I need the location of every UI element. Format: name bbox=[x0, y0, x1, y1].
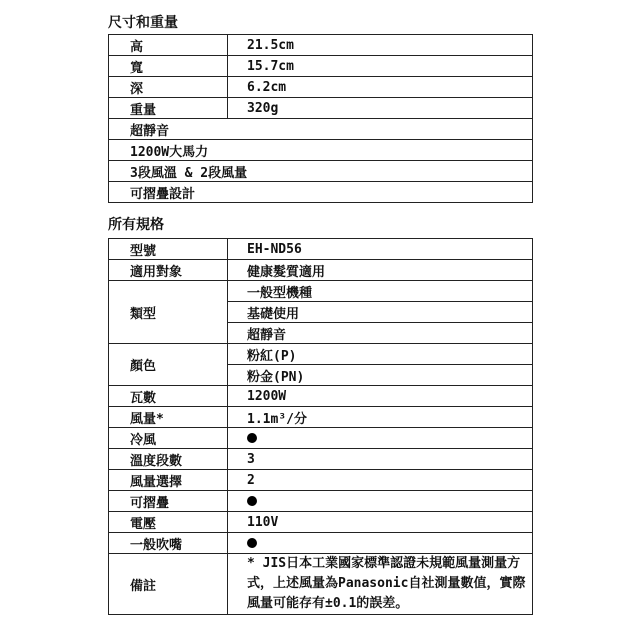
row-label: 風量選擇 bbox=[109, 470, 228, 491]
row-label: 類型 bbox=[109, 281, 228, 344]
row-label: 型號 bbox=[109, 239, 228, 260]
target-value: 健康髮質適用 bbox=[228, 260, 533, 281]
row-label: 溫度段數 bbox=[109, 449, 228, 470]
table-row bbox=[109, 119, 533, 140]
row-label: 風量* bbox=[109, 407, 228, 428]
row-label: 適用對象 bbox=[109, 260, 228, 281]
row-value: 320g bbox=[228, 98, 533, 119]
airflow-value: 1.1m³/分 bbox=[228, 407, 533, 428]
temp-value: 3 bbox=[228, 449, 533, 470]
feature-cell: 1200W大馬力 bbox=[109, 140, 533, 161]
row-label: 可摺疊 bbox=[109, 491, 228, 512]
row-label: 冷風 bbox=[109, 428, 228, 449]
dimensions-table bbox=[108, 34, 533, 203]
cold-cell bbox=[228, 428, 533, 449]
type-value: 基礎使用 bbox=[228, 302, 533, 323]
table-row bbox=[109, 533, 533, 554]
row-label: 一般吹嘴 bbox=[109, 533, 228, 554]
row-label: 深 bbox=[109, 77, 228, 98]
table-row bbox=[109, 512, 533, 533]
table-row bbox=[109, 56, 533, 77]
filled-circle-icon bbox=[247, 496, 257, 506]
row-value: 21.5cm bbox=[228, 35, 533, 56]
row-label: 電壓 bbox=[109, 512, 228, 533]
table-row bbox=[109, 491, 533, 512]
type-value: 一般型機種 bbox=[228, 281, 533, 302]
table-row bbox=[109, 281, 533, 302]
row-value: 15.7cm bbox=[228, 56, 533, 77]
type-value: 超靜音 bbox=[228, 323, 533, 344]
feature-cell: 超靜音 bbox=[109, 119, 533, 140]
table-row bbox=[109, 386, 533, 407]
feature-cell: 可摺疊設計 bbox=[109, 182, 533, 203]
table-row bbox=[109, 35, 533, 56]
filled-circle-icon bbox=[247, 433, 257, 443]
specs-table bbox=[108, 238, 533, 615]
row-label: 瓦數 bbox=[109, 386, 228, 407]
row-label: 備註 bbox=[109, 554, 228, 615]
blower-cell bbox=[228, 533, 533, 554]
section-title-dimensions: 尺寸和重量 bbox=[108, 15, 178, 31]
table-row bbox=[109, 344, 533, 365]
table-row bbox=[109, 77, 533, 98]
row-label: 顏色 bbox=[109, 344, 228, 386]
flow-value: 2 bbox=[228, 470, 533, 491]
section-title-specs: 所有規格 bbox=[108, 217, 164, 233]
table-row bbox=[109, 140, 533, 161]
row-value: 6.2cm bbox=[228, 77, 533, 98]
voltage-value: 110V bbox=[228, 512, 533, 533]
table-row bbox=[109, 260, 533, 281]
row-label: 重量 bbox=[109, 98, 228, 119]
watt-value: 1200W bbox=[228, 386, 533, 407]
model-value: EH-ND56 bbox=[228, 239, 533, 260]
color-value: 粉紅(P) bbox=[228, 344, 533, 365]
table-row bbox=[109, 428, 533, 449]
feature-cell: 3段風溫 & 2段風量 bbox=[109, 161, 533, 182]
table-row bbox=[109, 182, 533, 203]
table-row bbox=[109, 161, 533, 182]
note-text: * JIS日本工業國家標準認證未規範風量測量方式，上述風量為Panasonic自社測量數值，實際風量可能存有±0.1的誤差。 bbox=[228, 554, 533, 615]
table-row bbox=[109, 554, 533, 615]
color-value: 粉金(PN) bbox=[228, 365, 533, 386]
table-row bbox=[109, 98, 533, 119]
filled-circle-icon bbox=[247, 538, 257, 548]
row-label: 寬 bbox=[109, 56, 228, 77]
table-row bbox=[109, 239, 533, 260]
row-label: 高 bbox=[109, 35, 228, 56]
fold-cell bbox=[228, 491, 533, 512]
table-row bbox=[109, 470, 533, 491]
table-row bbox=[109, 449, 533, 470]
table-row bbox=[109, 407, 533, 428]
